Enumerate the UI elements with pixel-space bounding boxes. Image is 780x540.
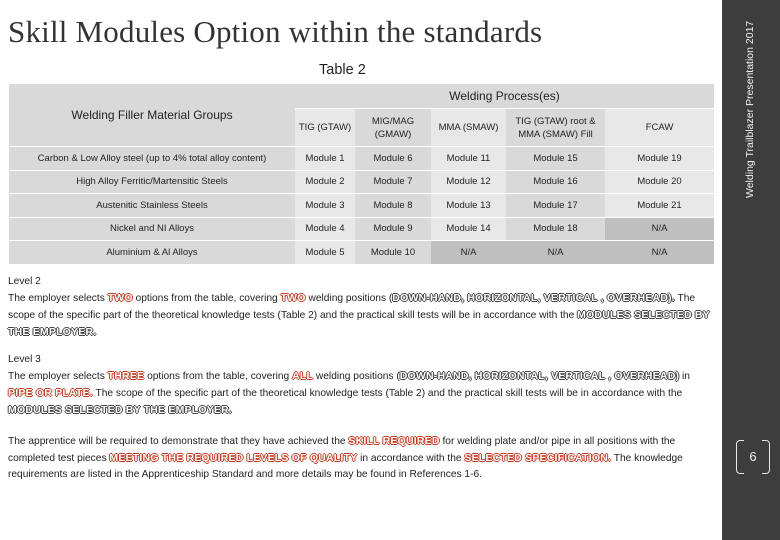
highlight-text: DOWN-HAND, HORIZONTAL, VERTICAL , OVERHEAD): [399, 370, 680, 382]
table-cell: Module 9: [355, 217, 431, 241]
level2-block: [8, 274, 713, 341]
table-row: [9, 147, 714, 171]
table-row: [9, 241, 714, 265]
table-cell: Module 1: [295, 147, 355, 171]
text-run: The scope of the specific part of the theoretical knowledge tests (Table 2) and the practical skill tests will be in accordance with the: [8, 293, 696, 321]
row-label: Carbon & Low Alloy steel (up to 4% total alloy content): [9, 147, 295, 171]
text-run: welding positions (: [305, 293, 393, 304]
table-caption: Table 2: [319, 62, 366, 78]
text-run: The scope of the specific part of the theoretical knowledge tests (Table 2) and the practical skill tests will be in accordance with the: [92, 388, 683, 399]
table-cell: Module 4: [295, 217, 355, 241]
text-run: welding positions (: [313, 371, 400, 382]
column-header: TIG (GTAW) root & MMA (SMAW) Fill: [506, 109, 605, 147]
table-cell: Module 14: [431, 217, 506, 241]
text-run: The employer selects: [8, 371, 108, 382]
highlight-text: PIPE OR PLATE.: [8, 387, 93, 399]
highlight-text: THREE: [107, 370, 145, 382]
table-cell-na: N/A: [605, 217, 714, 241]
row-label: Austenitic Stainless Steels: [9, 194, 295, 218]
table-cell-na: N/A: [605, 241, 714, 265]
level2-heading: Level 2: [8, 276, 41, 287]
table-cell: Module 17: [506, 194, 605, 218]
table-cell: Module 13: [431, 194, 506, 218]
highlight-text: DOWN-HAND, HORIZONTAL, VERTICAL , OVERHEAD).: [392, 292, 675, 304]
table-row: [9, 217, 714, 241]
table-cell-na: N/A: [431, 241, 506, 265]
apprentice-block: [8, 433, 713, 483]
highlight-text: MEETING THE REQUIRED LEVELS OF QUALITY: [109, 452, 358, 464]
table-cell: Module 19: [605, 147, 714, 171]
level2-text: [8, 290, 713, 341]
highlight-text: MODULES SELECTED BY THE EMPLOYER.: [8, 404, 233, 416]
text-run: The apprentice will be required to demonstrate that they have achieved the: [8, 436, 349, 447]
highlight-text: SKILL REQUIRED: [348, 435, 440, 447]
table-cell: Module 2: [295, 170, 355, 194]
slide-title: Skill Modules Option within the standards: [8, 14, 543, 49]
table-row: [9, 170, 714, 194]
column-header: TIG (GTAW): [295, 109, 355, 147]
sidebar-label-text: Welding Trailblazer Presentation 2017: [744, 20, 756, 198]
highlight-text: ALL: [292, 370, 314, 382]
level3-heading: Level 3: [8, 354, 41, 365]
table-cell: Module 10: [355, 241, 431, 265]
highlight-text: MODULES SELECTED BY THE EMPLOYER.: [8, 309, 710, 338]
row-label: Aluminium & Al Alloys: [9, 241, 295, 265]
table-cell: Module 20: [605, 170, 714, 194]
process-header: Welding Process(es): [295, 84, 714, 109]
table-cell: Module 16: [506, 170, 605, 194]
table-cell: Module 8: [355, 194, 431, 218]
highlight-text: TWO: [107, 292, 133, 304]
table-cell: Module 6: [355, 147, 431, 171]
text-run: in: [679, 371, 690, 382]
text-run: The employer selects: [8, 293, 108, 304]
level3-block: [8, 352, 713, 419]
table-cell: Module 15: [506, 147, 605, 171]
table-cell: Module 11: [431, 147, 506, 171]
column-header: MIG/MAG (GMAW): [355, 109, 431, 147]
table-row: [9, 194, 714, 218]
text-run: options from the table, covering: [132, 293, 281, 304]
table-cell: Module 12: [431, 170, 506, 194]
column-header: FCAW: [605, 109, 714, 147]
right-bracket-icon: [762, 440, 770, 474]
table-cell: Module 21: [605, 194, 714, 218]
text-run: The knowledge requirements are listed in the Apprenticeship Standard and more details may be found in References 1-6.: [8, 453, 683, 480]
text-run: options from the table, covering: [144, 371, 293, 382]
table-cell-na: N/A: [506, 241, 605, 265]
page-number: 6: [749, 449, 757, 464]
level3-text: [8, 368, 713, 419]
row-label: Nickel and NI Alloys: [9, 217, 295, 241]
highlight-text: SELECTED SPECIFICATION.: [464, 452, 612, 464]
table-cell: Module 18: [506, 217, 605, 241]
table-cell: Module 5: [295, 241, 355, 265]
table-cell: Module 7: [355, 170, 431, 194]
highlight-text: TWO: [280, 292, 306, 304]
column-header: MMA (SMAW): [431, 109, 506, 147]
text-run: in accordance with the: [357, 453, 465, 464]
skill-modules-table: [9, 84, 714, 265]
text-run: for welding plate and/or pipe in all positions with the completed test pieces: [8, 436, 676, 464]
row-label: High Alloy Ferritic/Martensitic Steels: [9, 170, 295, 194]
page-number-badge: [736, 440, 770, 474]
group-header: Welding Filler Material Groups: [9, 84, 295, 147]
table-cell: Module 3: [295, 194, 355, 218]
